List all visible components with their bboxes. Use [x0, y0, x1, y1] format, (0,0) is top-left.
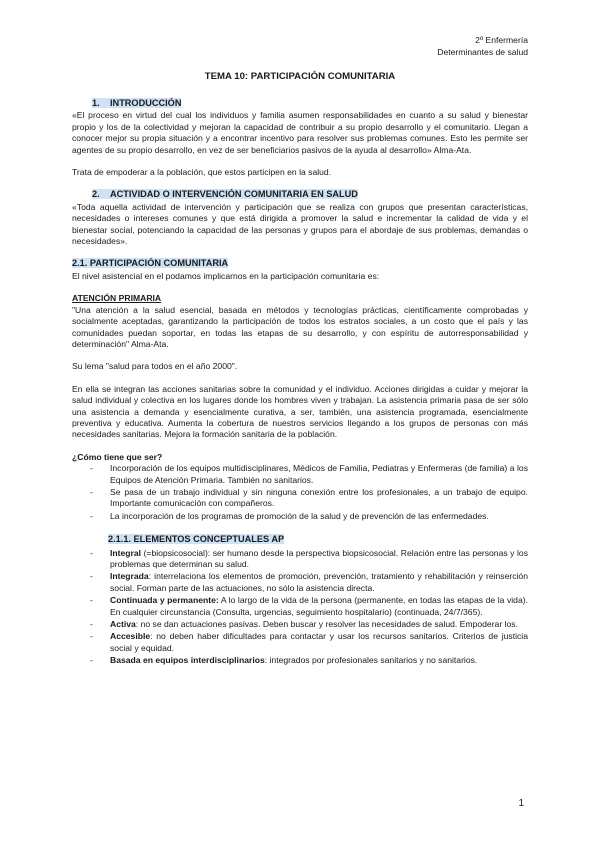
item-text: (=biopsicosocial): ser humano desde la perspectiva biopsicosocial. Relación entre las personas y los problemas que determinan su salud.	[110, 547, 528, 569]
list-item	[72, 571, 528, 594]
page-header	[437, 34, 528, 58]
como-tiene-que-ser-list	[72, 463, 528, 522]
item-term: Activa	[110, 619, 136, 630]
section-1-paragraph-2: Trata de empoderar a la población, que estos participen en la salud.	[72, 167, 332, 178]
page-number: 1	[518, 798, 524, 809]
atencion-primaria-paragraph-2: Su lema "salud para todos en el año 2000".	[72, 361, 238, 372]
section-2-title: ACTIVIDAD O INTERVENCIÓN COMUNITARIA EN SALUD	[110, 189, 358, 200]
item-text: : no se dan actuaciones pasivas. Deben buscar y resolver las necesidades de salud. Empoderar los.	[135, 619, 518, 630]
item-term: Integral	[110, 547, 142, 558]
header-course: 2º Enfermería	[475, 35, 528, 45]
section-2-1-paragraph-1: El nivel asistencial en el podamos implicarnos en la participación comunitaria es:	[72, 270, 380, 281]
list-item: - Incorporación de los equipos multidisciplinares, Médicos de Familia, Pediatras y Enfermeras (de familia) a los Equipos de Atención Primaria. También no sanitarios.	[72, 463, 528, 486]
item-term: Basada en equipos interdisciplinarios	[110, 655, 265, 666]
section-2-number: 2.	[92, 189, 100, 200]
section-2-1-1-title: 2.1.1. ELEMENTOS CONCEPTUALES AP	[108, 534, 285, 545]
section-1-paragraph-1: «El proceso en virtud del cual los individuos y familia asumen responsabilidades en cuanto a su salud y bienestar propio y los de la colectividad y mejoran la capacidad de contribuir a su propio desarrollo y el comunitario. Llegan a conocer mejor su propia situación y a encontrar incentivo para resolver sus problemas comunes. Esto les permite ser agentes de su propio desarrollo, en vez de ser beneficiarios pasivos de la ayuda al desarrollo» Alma-Ata.	[72, 110, 528, 155]
list-item	[72, 655, 528, 666]
atencion-primaria-paragraph-1: "Una atención a la salud esencial, basada en métodos y tecnologías prácticas, científicamente comprobadas y socialmente aceptadas, garantizando la participación de todos los estratos sociales, a un costo que el país y las comunidades puedan soportar, en todas las etapas de su desarrollo, y con espíritu de autorresponsabilidad y determinación" Alma-Ata.	[72, 304, 528, 349]
section-2-paragraph-1: «Toda aquella actividad de intervención y participación que se realiza con grupos que presentan características, necesidades o intereses comunes y que está dirigida a promover la salud e incrementar la calidad de vida y el bienestar social, potenciando la capacidad de las personas y grupos para el abordaje de sus problemas, demandas o necesidades».	[72, 201, 528, 247]
atencion-primaria-paragraph-3: En ella se integran las acciones sanitarias sobre la comunidad y el individuo. Acciones dirigidas a cuidar y mejorar la salud individual y colectiva en los lugares donde los hombres viven y trabajan. La asistencia primaria pasa de ser sólo una asistencia a demanda y esencialmente curativa, a ser, también, una asistencia programada, esencialmente preventiva y educativa. Aumenta la cobertura de nuestros servicios llegando a los grupos de personas con más necesidades sanitarias. Mejora la formación sanitaria de la población.	[72, 383, 528, 440]
list-item	[72, 595, 528, 618]
elementos-conceptuales-list	[72, 548, 528, 667]
list-item: - Se pasa de un trabajo individual y sin ninguna conexión entre los profesionales, a un trabajo de equipo. Importante comunicación con compañeros.	[72, 487, 528, 510]
item-text: : no deben haber dificultades para contactar y usar los recursos sanitarios. Criterios de justicia social y equidad.	[110, 631, 528, 653]
section-1-number: 1.	[92, 98, 100, 108]
section-2-1-heading	[72, 258, 528, 269]
atencion-primaria-heading: ATENCIÓN PRIMARIA	[72, 293, 162, 304]
item-text: A lo largo de la vida de la persona (permanente, en todas las etapas de la vida). En cualquier circunstancia (Consulta, urgencias, seguimiento hospitalario) (continuada, 24/7/365).	[110, 595, 528, 617]
item-text: : interrelaciona los elementos de promoción, prevención, tratamiento y rehabilitación y reinserción social. Forman parte de las actuaciones, no sólo la asistencia directa.	[110, 571, 528, 593]
list-item: - La incorporación de los programas de promoción de la salud y de prevención de las enfermedades.	[72, 511, 528, 522]
como-tiene-que-ser-heading: ¿Cómo tiene que ser?	[72, 451, 163, 462]
section-2-1-title: 2.1. PARTICIPACIÓN COMUNITARIA	[72, 258, 229, 269]
item-term: Integrada	[110, 571, 149, 582]
header-subject: Determinantes de salud	[437, 47, 528, 57]
item-term: Continuada y permanente:	[110, 595, 219, 606]
list-item	[72, 631, 528, 654]
item-term: Accesible	[110, 631, 151, 642]
section-2-heading	[92, 189, 528, 200]
section-2-1-1-heading	[108, 534, 528, 545]
section-1-heading	[92, 98, 528, 109]
list-item	[72, 548, 528, 571]
item-text: : integrados por profesionales sanitarios y no sanitarios.	[264, 655, 478, 666]
document-body	[72, 98, 528, 668]
list-item	[72, 619, 528, 630]
section-1-title: INTRODUCCIÓN	[110, 98, 182, 108]
document-title: TEMA 10: PARTICIPACIÓN COMUNITARIA	[204, 71, 396, 82]
